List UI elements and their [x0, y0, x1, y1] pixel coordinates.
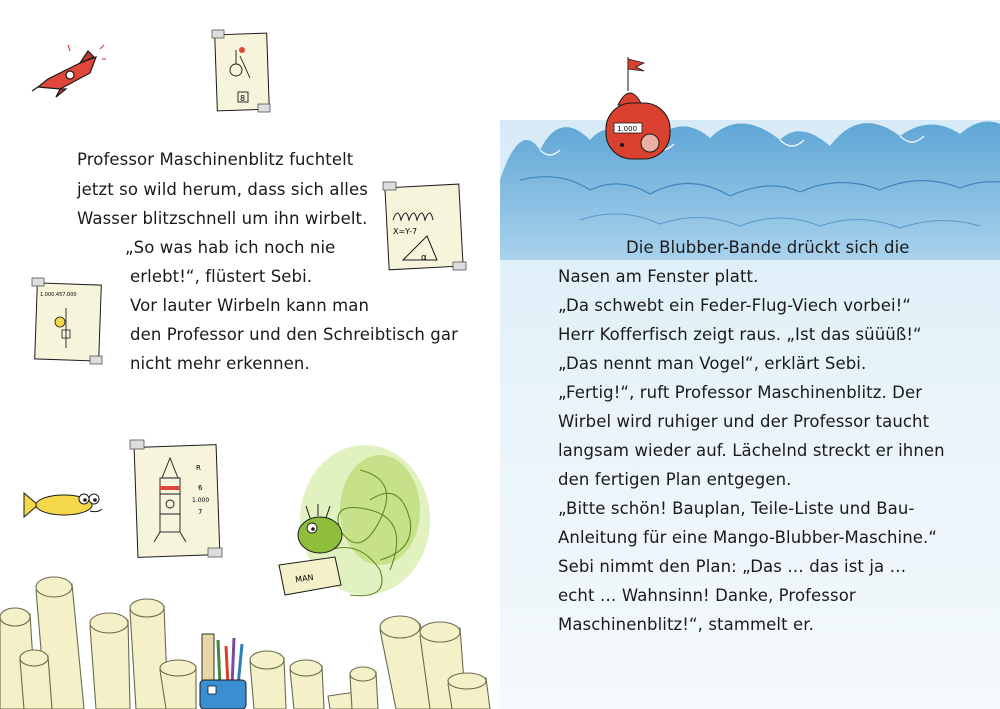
text-line: „Fertig!“, ruft Professor Maschinenblitz. Der [558, 383, 923, 402]
text-line: Anleitung für eine Mango-Blubber-Maschine.“ [558, 528, 937, 547]
text-line: Maschinenblitz!“, stammelt er. [558, 615, 814, 634]
sketch-formula: X=Y-7 [393, 227, 418, 236]
text-line: jetzt so wild herum, dass sich alles [77, 180, 368, 199]
text-line: langsam wieder auf. Lächelnd streckt er ihnen [558, 441, 945, 460]
rocket-icon [30, 45, 105, 95]
sketch-number: 7 [198, 508, 203, 516]
sketch-number: 1.000 [192, 497, 210, 504]
text-line: nicht mehr erkennen. [130, 354, 310, 373]
text-line: „Das nennt man Vogel“, erklärt Sebi. [558, 354, 867, 373]
submarine-label: 1.000 [617, 125, 638, 133]
text-line: Wasser blitzschnell um ihn wirbelt. [77, 209, 368, 228]
blueprint-sketch-icon [212, 30, 272, 115]
right-page [500, 0, 1000, 709]
pencil-cup-icon [198, 632, 258, 709]
sky-area [500, 0, 1000, 120]
submarine-icon [600, 55, 680, 165]
text-line: Die Blubber-Bande drückt sich die [626, 238, 910, 257]
sketch-angle: α [421, 253, 427, 263]
text-line: erlebt!“, flüstert Sebi. [130, 267, 313, 286]
text-line: Nasen am Fenster platt. [558, 267, 759, 286]
sketch-number: 6 [198, 484, 203, 492]
text-line: den Professor und den Schreibtisch gar [130, 325, 458, 344]
scroll-label: MAN [294, 572, 315, 585]
text-line: Vor lauter Wirbeln kann man [130, 296, 370, 315]
text-line: den fertigen Plan entgegen. [558, 470, 792, 489]
sketch-number: 8 [240, 94, 246, 103]
text-line: echt … Wahnsinn! Danke, Professor [558, 586, 856, 605]
sketch-number: R [196, 464, 201, 472]
fish-icon [22, 485, 107, 525]
blueprint-sketch-icon [130, 438, 225, 563]
text-line: Sebi nimmt den Plan: „Das … das ist ja … [558, 557, 907, 576]
text-line: Wirbel wird ruhiger und der Professor taucht [558, 412, 930, 431]
text-line: Professor Maschinenblitz fuchtelt [77, 150, 354, 169]
text-line: „Da schwebt ein Feder-Flug-Viech vorbei!“ [558, 296, 912, 315]
text-line: „Bitte schön! Bauplan, Teile-Liste und Bau- [558, 499, 915, 518]
blueprint-sketch-icon [32, 278, 104, 366]
text-line: „So was hab ich noch nie [125, 238, 336, 257]
blueprint-sketch-icon [383, 180, 468, 275]
sketch-number: 1.000.457.000 [40, 292, 77, 298]
text-line: Herr Kofferfisch zeigt raus. „Ist das süüüß!“ [558, 325, 922, 344]
